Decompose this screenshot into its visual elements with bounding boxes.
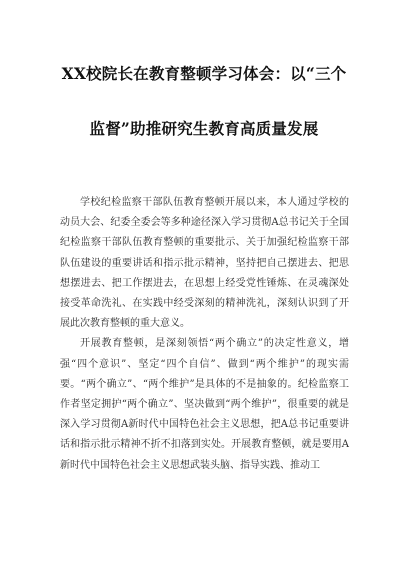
paragraph-2: 开展教育整顿，是深刻领悟“两个确立”的决定性意义，增强“四个意识”、坚定“四个自信”、做到“两个维护”的现实需要。“两个确立”、“两个维护”是具体的不是抽象的。纪检监察工作者坚定拥护“两个确立”、坚决做到“两个维护”，很重要的就是深入学习贯彻A新时代中国特色社会主义思想，把A总书记重要讲话和指示批示精神不折不扣落到实处。开展教育整顿，就是要用A新时代中国特色社会主义思想武装头脑、指导实践、推动工: [60, 338, 349, 471]
title-line-1: XX校院长在教育整顿学习体会：以“三个: [61, 64, 347, 83]
title-line-2: 监督”助推研究生教育高质量发展: [89, 119, 319, 138]
paragraph-1: 学校纪检监察干部队伍教育整顿开展以来，本人通过学校的动员大会、纪委全委会等多种途径深入学习贯彻A总书记关于全国纪检监察干部队伍教育整顿的重要批示、关于加强纪检监察干部队伍建设的重要讲话和指示批示精神，坚持把自己摆进去、把思想摆进去、把工作摆进去，在思想上经受党性锤炼、在灵魂深处接受革命洗礼、在实践中经受深刻的精神洗礼，深刻认识到了开展此次教育整顿的重大意义。: [60, 197, 349, 330]
document-body: [60, 193, 349, 476]
